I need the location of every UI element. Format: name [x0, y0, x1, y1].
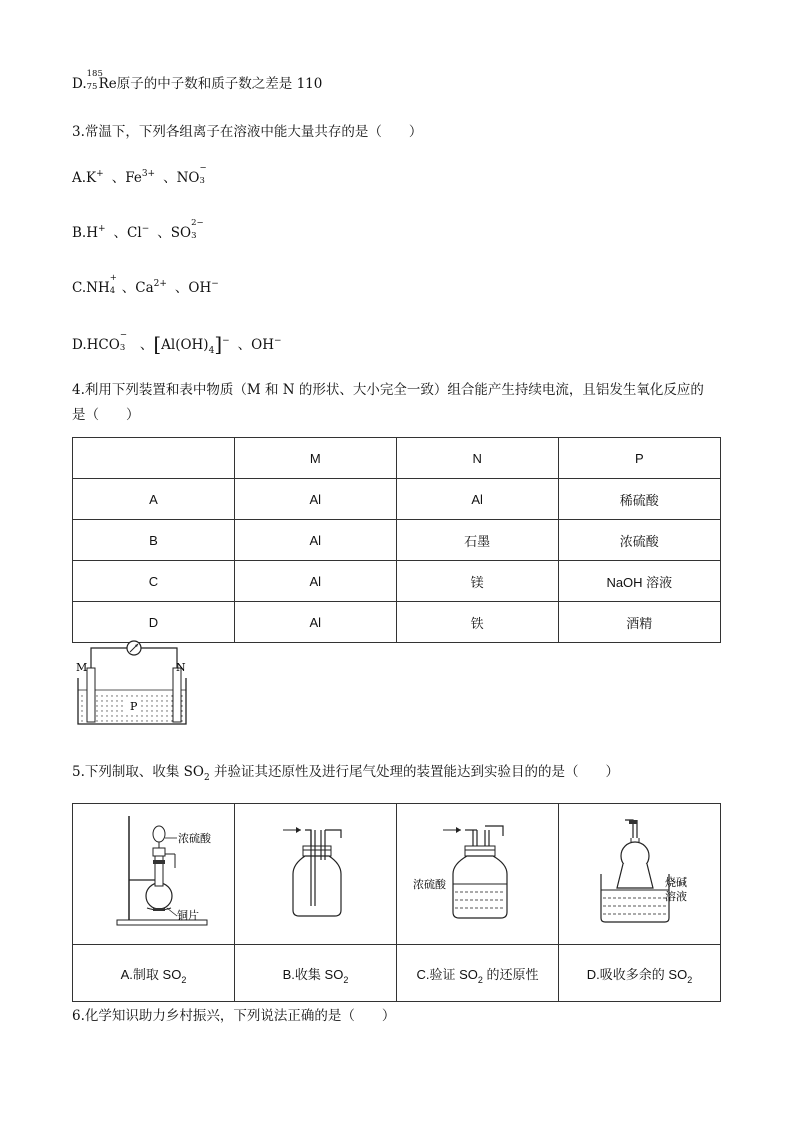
table-cell: Al [234, 479, 396, 520]
figure-cell-a [73, 804, 235, 945]
table-header-row [73, 438, 721, 479]
figure-cell-b [235, 804, 397, 945]
table-row [73, 520, 721, 561]
q4-stem-line1: 4.利用下列装置和表中物质（M 和 N 的形状、大小完全一致）组合能产生持续电流，且铝发生氧化反应的 [72, 382, 704, 398]
table-cell: Al [234, 561, 396, 602]
table-cell: D [73, 602, 235, 643]
table-cell: Al [234, 520, 396, 561]
q3-stem: 3.常温下，下列各组离子在溶液中能大量共存的是（ ） [72, 124, 423, 140]
caption-c: C.验证 $SO_2$ 的还原性 [397, 945, 559, 1002]
table-cell: Al [234, 602, 396, 643]
header-cell: P [558, 438, 720, 479]
table-cell: 稀硫酸 [558, 479, 720, 520]
solution-label: 溶液 [664, 890, 687, 903]
figure-cell-c [397, 804, 559, 945]
table-cell: Al [396, 479, 558, 520]
q4-stem-line2: 是（ ） [72, 407, 140, 423]
option-label: D. [72, 76, 87, 92]
table-cell: C [73, 561, 235, 602]
table-cell: 浓硫酸 [558, 520, 720, 561]
copper-label: 铜片 [176, 909, 199, 922]
q6-stem: 6.化学知识助力乡村振兴，下列说法正确的是（ ） [72, 1008, 396, 1024]
q4-table [72, 437, 721, 643]
header-cell [73, 438, 235, 479]
electrolyte-p-label: P [130, 700, 138, 713]
q3-option-a: A.K+ 、$Fe^{3+}$ 、NO − 3 [72, 163, 207, 186]
table-row [73, 602, 721, 643]
figure-row [73, 804, 721, 945]
q5-table [72, 803, 721, 1002]
nuclide-notation: 185 75 [86, 69, 103, 92]
table-cell: B [73, 520, 235, 561]
caption-a: A.制取 $SO_2$ [73, 945, 235, 1002]
table-cell: A [73, 479, 235, 520]
galvanic-cell-figure [74, 638, 190, 728]
conc-sulfuric-acid-label: 浓硫酸 [412, 878, 446, 891]
table-cell: NaOH 溶液 [558, 561, 720, 602]
wash-bottle-figure [403, 808, 553, 938]
q3-option-c: C.NH + 4 、$Ca^{2+}$ 、OH− [72, 273, 219, 296]
caption-row [73, 945, 721, 1002]
figure-cell-d [559, 804, 721, 945]
conc-sulfuric-acid-label: 浓硫酸 [177, 832, 211, 845]
q3-option-b: B.H+ 、Cl− 、SO 2− 3 [72, 218, 204, 241]
table-cell: 铁 [396, 602, 558, 643]
table-cell: 石墨 [396, 520, 558, 561]
q5-stem: 5.下列制取、收集 $SO_2$ 并验证其还原性及进行尾气处理的装置能达到实验目的的是（ ） [72, 764, 620, 783]
q3-option-d: D.HCO − 3 、$[Al(OH)_4]^-$ 、OH− [72, 330, 282, 356]
table-row [73, 479, 721, 520]
table-cell: 酒精 [558, 602, 720, 643]
table-cell: 镁 [396, 561, 558, 602]
table-row [73, 561, 721, 602]
header-cell: N [396, 438, 558, 479]
electrode-m-label: M [76, 661, 88, 674]
gas-collection-bottle-figure [241, 808, 391, 938]
caustic-soda-label: 烧碱 [664, 876, 687, 889]
q2-option-d: D. 185 75 Re原子的中子数和质子数之差是 110 [72, 69, 323, 92]
caption-b: B.收集 $SO_2$ [235, 945, 397, 1002]
caption-d: D.吸收多余的 $SO_2$ [559, 945, 721, 1002]
so2-generator-figure [79, 808, 229, 938]
tail-gas-absorption-figure [565, 808, 715, 938]
header-cell: M [234, 438, 396, 479]
electrode-n-label: N [176, 661, 186, 674]
